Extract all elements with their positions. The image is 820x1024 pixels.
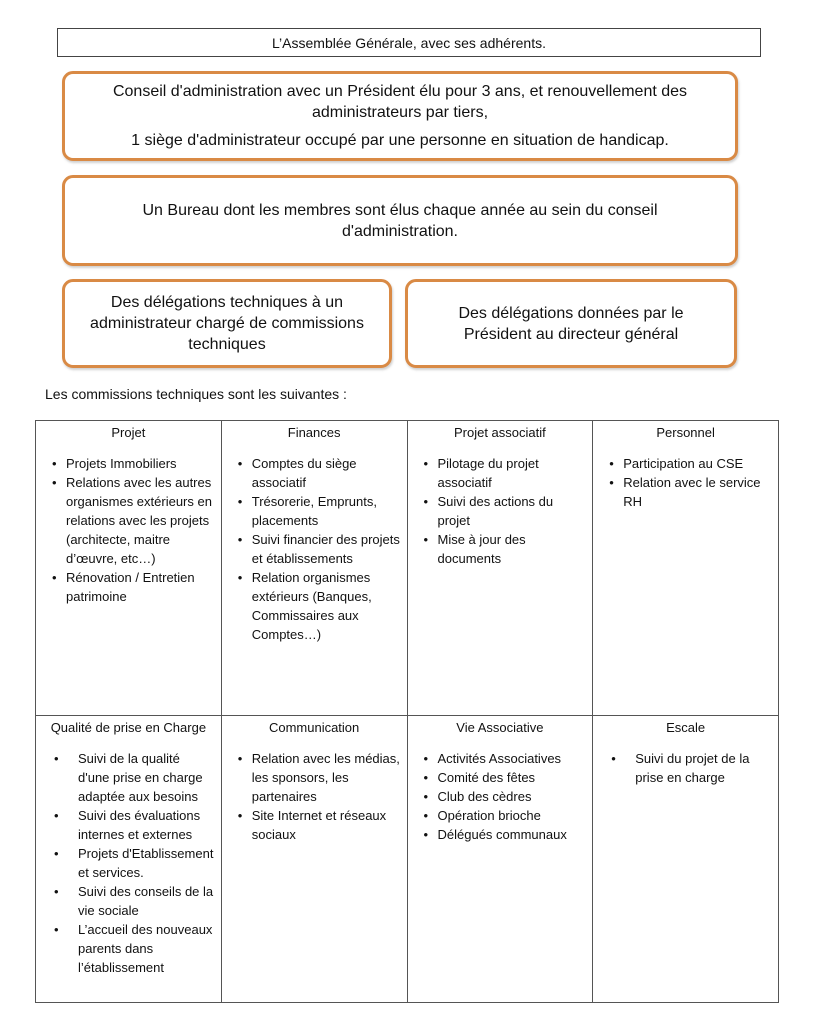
list-item: • Relation organismes extérieurs (Banques, Commissaires aux Comptes…) [242,568,401,644]
list-item: • Mise à jour des documents [428,530,587,568]
commission-title: Qualité de prise en Charge [50,720,207,735]
board-of-directors-box [62,71,738,161]
commission-cell [593,716,779,1003]
commissions-table [35,420,779,1003]
commission-list [42,749,215,977]
director-delegations-box [405,279,737,368]
technical-delegations-box [62,279,392,368]
commission-title: Escale [666,720,706,735]
commission-list [414,749,587,844]
list-item: • Activités Associatives [428,749,587,768]
list-item: • Participation au CSE [613,454,772,473]
list-item: • Club des cèdres [428,787,587,806]
bureau-description: Un Bureau dont les membres sont élus chaque année au sein du conseil d'administration. [142,201,658,240]
list-item: • Opération brioche [428,806,587,825]
table-row [36,716,779,1003]
commission-title: Projet associatif [453,425,546,440]
commission-title: Communication [268,720,360,735]
commission-title: Personnel [656,425,715,440]
board-description: Conseil d'administration avec un Président élu pour 3 ans, et renouvellement des administrateurs par tiers, [112,83,688,121]
commission-cell [36,421,222,716]
commission-cell [407,716,593,1003]
disabled-seat-note: 1 siège d'administrateur occupé par une personne en situation de handicap. [131,132,669,149]
list-item: • Comité des fêtes [428,768,587,787]
commission-cell [407,421,593,716]
list-item: • Pilotage du projet associatif [428,454,587,492]
list-item: • Suivi de la qualité d'une prise en charge adaptée aux besoins [56,749,215,806]
list-item: • Rénovation / Entretien patrimoine [56,568,215,606]
list-item: • Site Internet et réseaux sociaux [242,806,401,844]
general-assembly-box [57,28,761,57]
list-item: • Suivi des conseils de la vie sociale [56,882,215,920]
list-item: • Relation avec le service RH [613,473,772,511]
table-row [36,421,779,716]
bureau-box [62,175,738,266]
list-item: • Projets d'Etablissement et services. [56,844,215,882]
list-item: • Relation avec les médias, les sponsors, les partenaires [242,749,401,806]
commission-list [228,454,401,644]
commission-list [599,749,772,787]
list-item: • Suivi des évaluations internes et externes [56,806,215,844]
list-item: • Suivi des actions du projet [428,492,587,530]
commission-title: Finances [287,425,341,440]
list-item: • L’accueil des nouveaux parents dans l’établissement [56,920,215,977]
list-item: • Projets Immobiliers [56,454,215,473]
technical-delegations-text: Des délégations techniques à un administrateur chargé de commissions techniques [90,294,364,353]
commission-cell [36,716,222,1003]
list-item: • Délégués communaux [428,825,587,844]
commission-list [42,454,215,606]
commission-title: Vie Associative [456,720,544,735]
director-delegations-text: Des délégations données par le Président au directeur général [458,304,684,343]
commission-cell [593,421,779,716]
commission-list [414,454,587,568]
commission-title: Projet [111,425,146,440]
list-item: • Comptes du siège associatif [242,454,401,492]
commission-list [599,454,772,511]
commission-list [228,749,401,844]
list-item: • Suivi financier des projets et établissements [242,530,401,568]
general-assembly-text: L’Assemblée Générale, avec ses adhérents. [272,34,546,51]
commissions-intro: Les commissions techniques sont les suivantes : [45,386,347,402]
commission-cell [221,421,407,716]
commission-cell [221,716,407,1003]
list-item: • Trésorerie, Emprunts, placements [242,492,401,530]
list-item: • Relations avec les autres organismes extérieurs en relations avec les projets (architecte, maitre d’œuvre, etc…) [56,473,215,568]
list-item: • Suivi du projet de la prise en charge [613,749,772,787]
